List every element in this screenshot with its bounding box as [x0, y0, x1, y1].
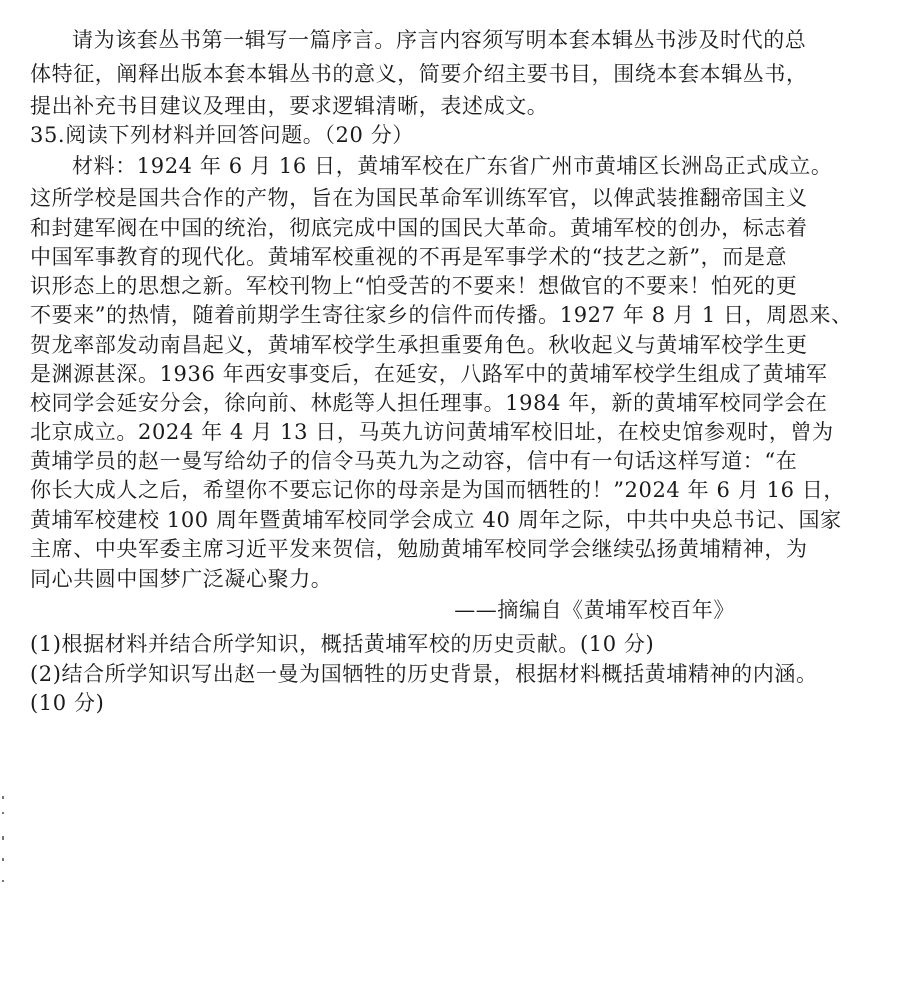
material-line: 和封建军阀在中国的统治，彻底完成中国的国民大革命。黄埔军校的创办，标志着: [30, 216, 808, 240]
preface-task-line-2: 体特征，阐释出版本套本辑丛书的意义，简要介绍主要书目，围绕本套本辑丛书，: [30, 62, 808, 86]
preface-task-line-3: 提出补充书目建议及理由，要求逻辑清晰，表述成文。: [30, 94, 549, 118]
sub-question-2-line-1: (2)结合所学知识写出赵一曼为国牺牲的历史背景，根据材料概括黄埔精神的内涵。: [30, 662, 818, 686]
material-line: 不要来”的热情，随着前期学生寄往家乡的信件而传播。1927 年 8 月 1 日，周恩来、: [30, 303, 853, 327]
preface-task-line-1: 请为该套丛书第一辑写一篇序言。序言内容须写明本套本辑丛书涉及时代的总: [72, 28, 807, 52]
scan-speck: [2, 796, 4, 799]
material-line: 你长大成人之后，希望你不要忘记你的母亲是为国而牺牲的！”2024 年 6 月 16 日，: [30, 478, 846, 502]
sub-question-2-line-2: (10 分): [30, 691, 105, 715]
material-source: ——摘编自《黄埔军校百年》: [454, 598, 735, 622]
material-line: 材料：1924 年 6 月 16 日，黄埔军校在广东省广州市黄埔区长洲岛正式成立。: [72, 154, 833, 178]
material-line: 北京成立。2024 年 4 月 13 日，马英九访问黄埔军校旧址，在校史馆参观时，曾为: [30, 420, 834, 444]
material-line: 主席、中央军委主席习近平发来贺信，勉励黄埔军校同学会继续弘扬黄埔精神，为: [30, 537, 808, 561]
material-line: 这所学校是国共合作的产物，旨在为国民革命军训练军官，以俾武装推翻帝国主义: [30, 186, 808, 210]
material-line: 识形态上的思想之新。军校刊物上“怕受苦的不要来！想做官的不要来！怕死的更: [30, 274, 798, 298]
material-line: 贺龙率部发动南昌起义，黄埔军校学生承担重要角色。秋收起义与黄埔军校学生更: [30, 333, 808, 357]
material-line: 是渊源甚深。1936 年西安事变后，在延安，八路军中的黄埔军校学生组成了黄埔军: [30, 362, 828, 386]
scan-speck: [2, 858, 4, 861]
material-line: 中国军事教育的现代化。黄埔军校重视的不再是军事学术的“技艺之新”，而是意: [30, 245, 788, 269]
sub-question-1: (1)根据材料并结合所学知识，概括黄埔军校的历史贡献。(10 分): [30, 632, 655, 656]
scan-speck: [2, 836, 4, 840]
scan-speck: [2, 812, 4, 814]
material-line: 黄埔军校建校 100 周年暨黄埔军校同学会成立 40 周年之际，中共中央总书记、国家: [30, 508, 842, 532]
scan-speck: [2, 880, 4, 882]
material-line: 校同学会延安分会，徐向前、林彪等人担任理事。1984 年，新的黄埔军校同学会在: [30, 391, 828, 415]
material-line: 同心共圆中国梦广泛凝心聚力。: [30, 567, 333, 591]
material-line: 黄埔学员的赵一曼写给幼子的信令马英九为之动容，信中有一句话这样写道：“在: [30, 449, 798, 473]
question-35-title: 35.阅读下列材料并回答问题。（20 分）: [30, 123, 414, 147]
